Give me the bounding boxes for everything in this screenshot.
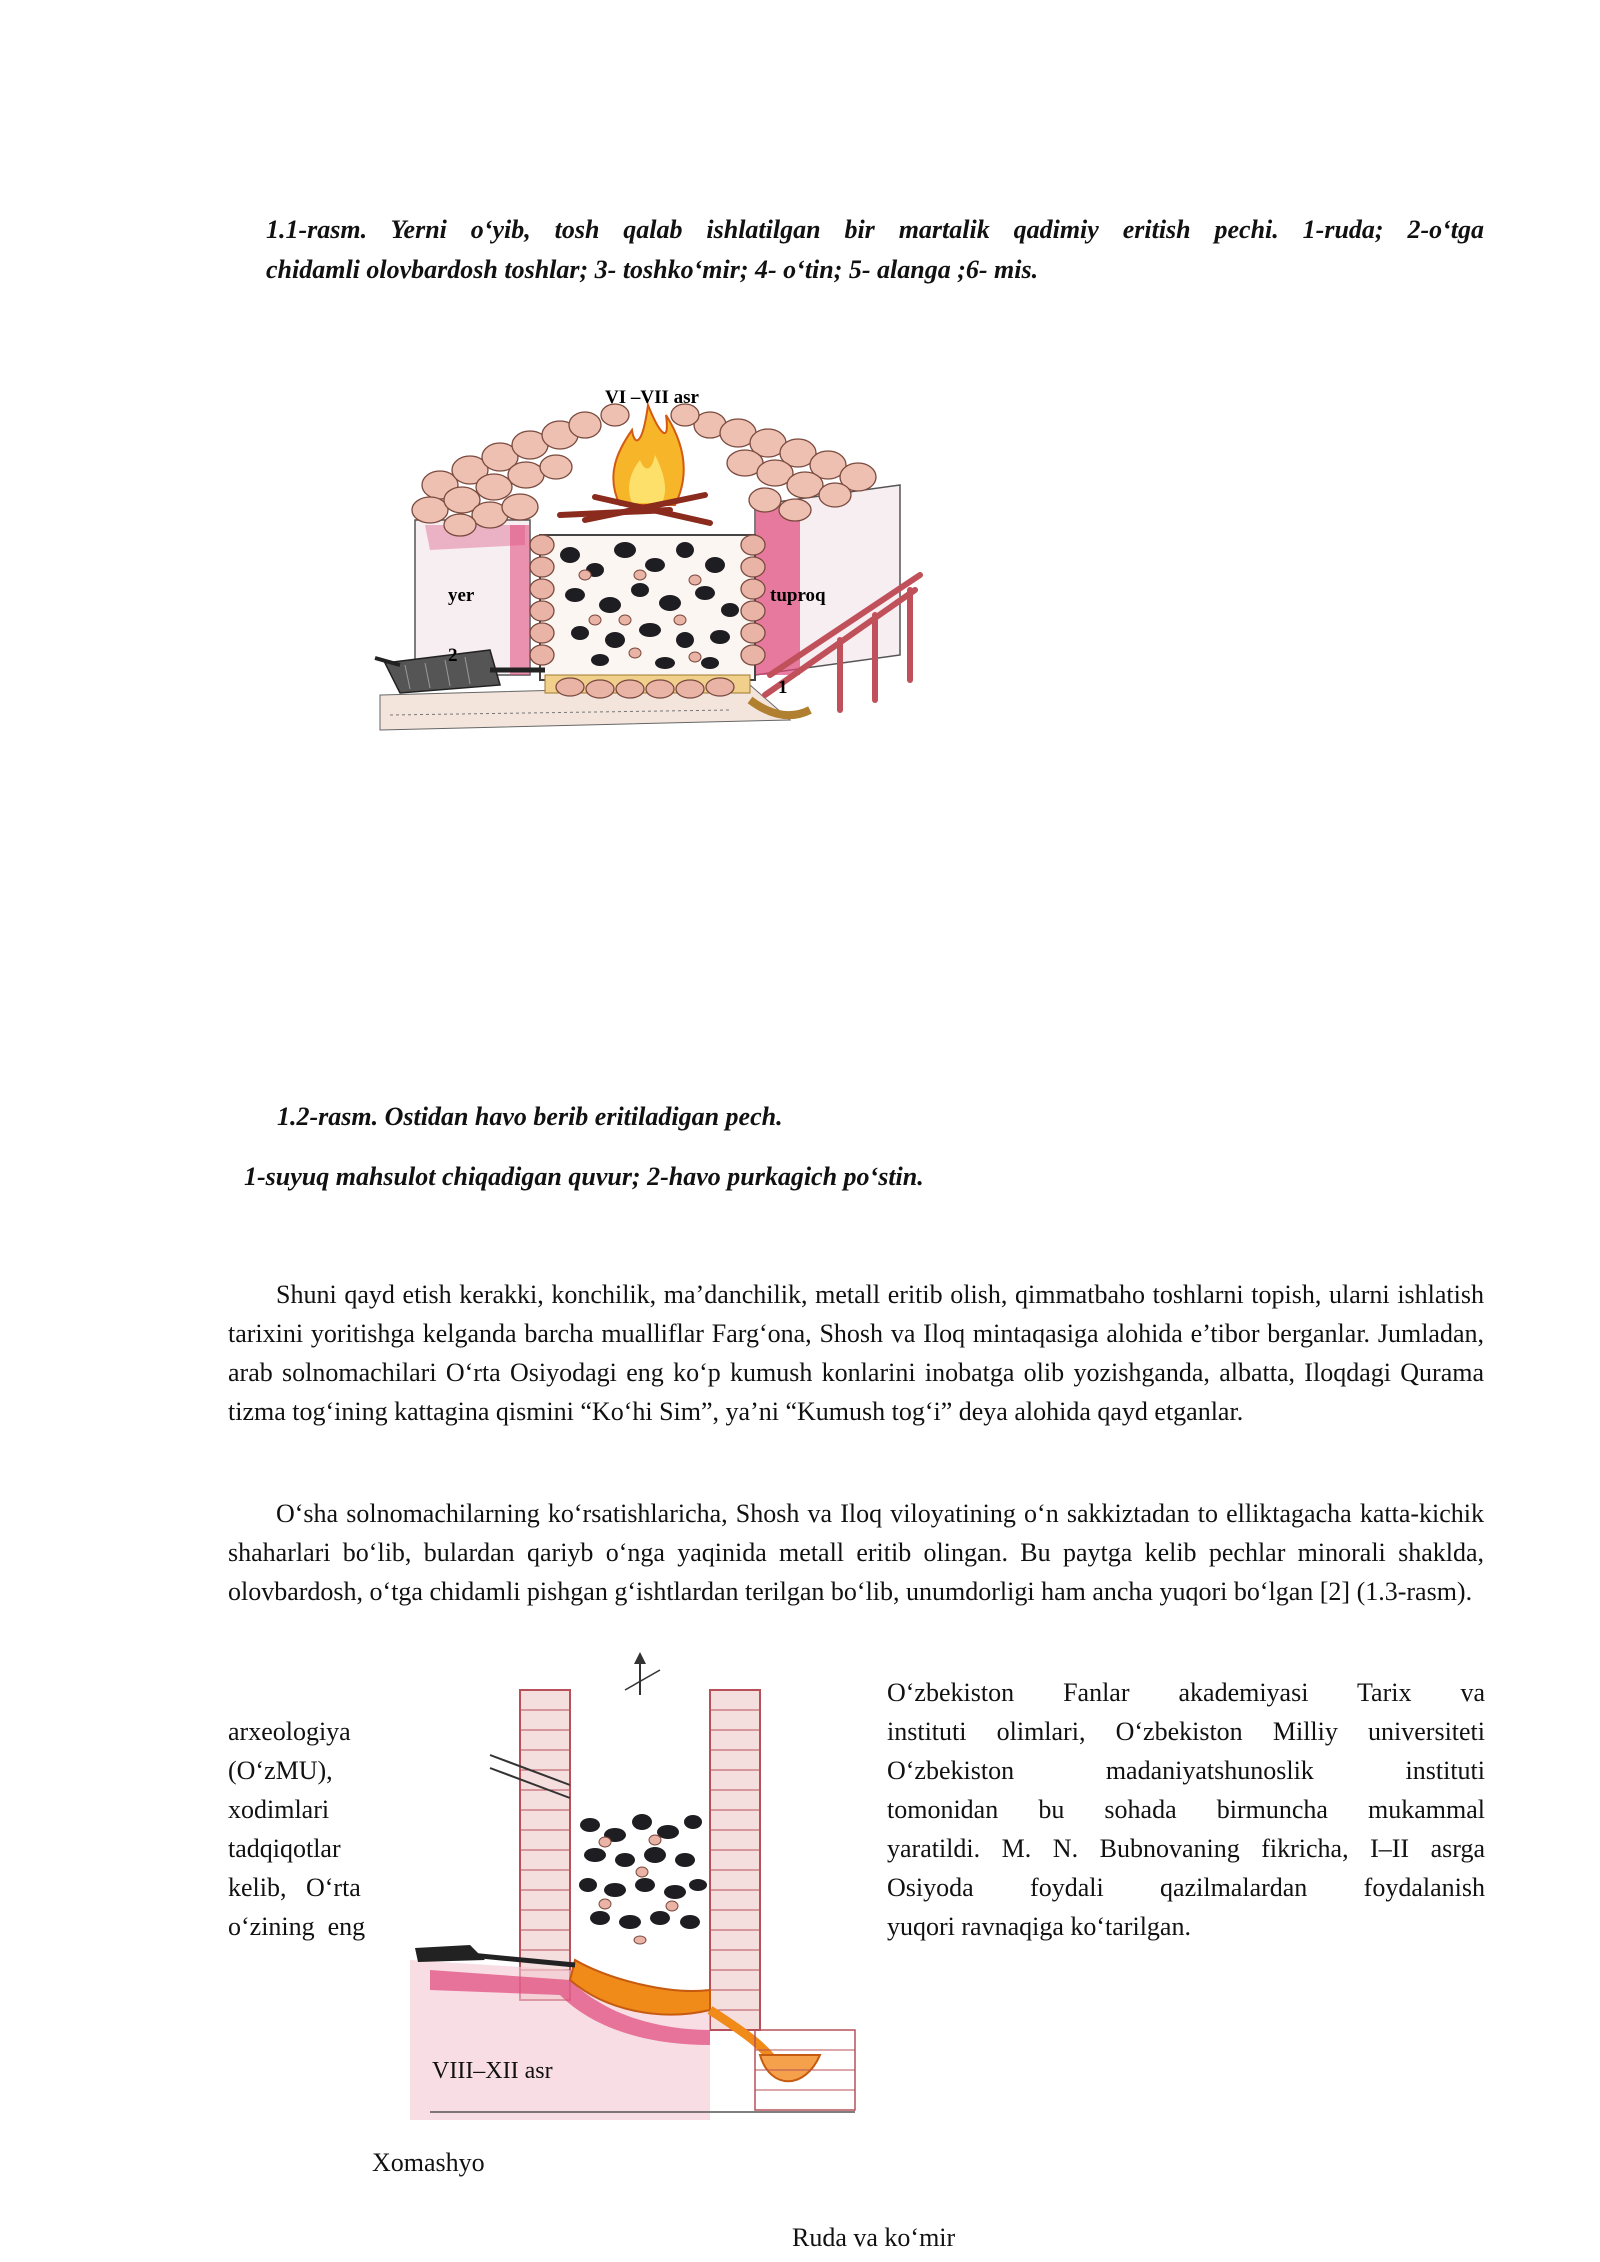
right-column-line: O‘zbekiston Fanlar akademiyasi Tarix va (887, 1678, 1485, 1707)
left-column-line: xodimlari (228, 1795, 330, 1824)
fig2-period-label: VI –VII asr (605, 387, 699, 408)
right-column-line: tomonidan bu sohada birmuncha mukammal (887, 1795, 1485, 1824)
paragraph-2 (228, 1494, 1484, 1611)
fig2-caption-line2: 1-suyuq mahsulot chiqadigan quvur; 2-havo purkagich po‘stin. (244, 1162, 924, 1191)
fig2-label-tuproq: tuproq (770, 585, 826, 606)
right-column-line: yaratildi. M. N. Bubnovaning fikricha, I–II asrga (887, 1834, 1485, 1863)
fig2-label-yer: yer (448, 585, 475, 606)
left-column-line: kelib, O‘rta (228, 1873, 361, 1902)
paragraph-1 (228, 1275, 1484, 1431)
paragraph-1-text: Shuni qayd etish kerakki, konchilik, ma’danchilik, metall eritib olish, qimmatbaho toshlarni topish, ularni ishlatish tarixini yoritishga kelganda barcha mualliflar Farg‘ona, Shosh va Iloq mintaqasiga alohida e’tibor berganlar. Jumladan, arab solnomachilari O‘rta Osiyodagi eng ko‘p kumush konlarini inobatga olib yozishganda, albatta, Iloqdagi Qurama tizma tog‘ining kattagina qismini “Ko‘hi Sim”, ya’ni “Kumush tog‘i” deya alohida qayd etganlar. (228, 1280, 1484, 1426)
fig2-caption-line1: 1.2-rasm. Ostidan havo berib eritiladigan pech. (277, 1102, 783, 1131)
label-ruda-komir: Ruda va ko‘mir (792, 2223, 956, 2252)
tower-furnace-illustration (410, 1650, 870, 2120)
left-column-line: o‘zining eng (228, 1912, 366, 1941)
fig1-caption-line1: 1.1-rasm. Yerni o‘yib, tosh qalab ishlatilgan bir martalik qadimiy eritish pechi. 1-ruda; 2-o‘tga (266, 215, 1484, 244)
right-column (887, 1673, 1485, 1946)
fig2-number-2: 2 (448, 645, 458, 666)
label-xomashyo: Xomashyo (372, 2148, 485, 2177)
paragraph-2-text: O‘sha solnomachilarning ko‘rsatishlaricha, Shosh va Iloq viloyatining o‘n sakkiztadan to elliktagacha katta-kichik shaharlari bo‘lib, bulardan qariyb o‘nga yaqinida metall eritib olingan. Bu paytga kelib pechlar minorali shaklda, olovbardosh, o‘tga chidamli pishgan g‘ishtlardan terilgan bo‘lib, unumdorligi ham ancha yuqori bo‘lgan [2] (1.3-rasm). (228, 1499, 1484, 1606)
fig2-number-1: 1 (778, 677, 788, 698)
left-column-line: tadqiqotlar (228, 1834, 341, 1863)
left-column-line: (O‘zMU), (228, 1756, 333, 1785)
right-column-line: O‘zbekiston madaniyatshunoslik instituti (887, 1756, 1485, 1785)
fig1-caption-line2: chidamli olovbardosh toshlar; 3- toshko‘mir; 4- o‘tin; 5- alanga ;6- mis. (266, 255, 1039, 284)
left-column (228, 1712, 388, 1946)
left-column-line: arxeologiya (228, 1717, 351, 1746)
fig3-period-label: VIII–XII asr (432, 2058, 553, 2084)
right-column-line: instituti olimlari, O‘zbekiston Milliy universiteti (887, 1717, 1485, 1746)
furnace-illustration-vi-vii (370, 375, 950, 765)
right-column-line: Osiyoda foydali qazilmalardan foydalanish (887, 1873, 1485, 1902)
right-column-line: yuqori ravnaqiga ko‘tarilgan. (887, 1912, 1191, 1941)
